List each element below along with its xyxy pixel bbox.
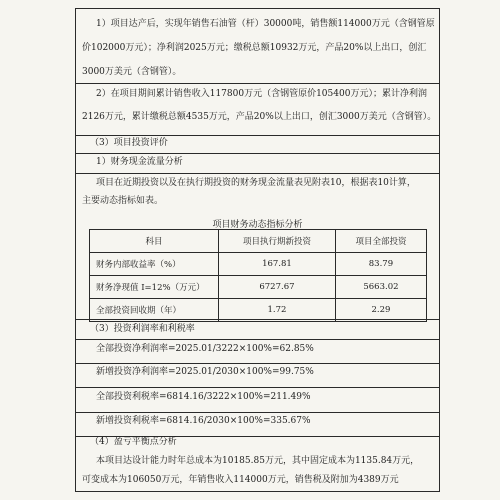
all-investment-tax-rate: 全部投资利税率=6814.16/3222×100%=211.49% [96, 392, 311, 402]
item1-line1: 1）项目达产后，实现年销售石油管（杆）30000吨，销售额114000万元（含钢管原 [96, 19, 435, 29]
row-value-new: 6727.67 [219, 276, 336, 299]
desc-line1: 项目在近期投资以及在执行期投资的财务现金流量表见附表10，根据表10计算， [96, 178, 416, 188]
row-label: 财务内部收益率（%） [90, 253, 219, 276]
rule-9 [76, 412, 439, 413]
breakeven-heading: （4）盈亏平衡点分析 [90, 437, 177, 447]
desc-line2: 主要动态指标如表。 [82, 196, 164, 206]
header-total-investment: 项目全部投资 [335, 230, 426, 253]
new-investment-profit-rate: 新增投资净利润率=2025.01/2030×100%=99.75% [96, 367, 314, 377]
rule-2 [76, 135, 439, 136]
table-row [90, 276, 427, 299]
subsection-heading-1: 1）财务现金流量分析 [96, 157, 183, 167]
section-heading-3: （3）项目投资评价 [90, 138, 168, 148]
rule-6 [76, 339, 439, 340]
row-value-total: 2.29 [335, 299, 426, 322]
breakeven-line2: 可变成本为106050万元，年销售收入114000万元，销售税及附加为4389万元 [82, 475, 399, 485]
financial-metrics-table [89, 229, 427, 322]
row-value-total: 5663.02 [335, 276, 426, 299]
row-value-new: 167.81 [219, 253, 336, 276]
row-label: 财务净现值 I=12%（万元） [90, 276, 219, 299]
table-caption: 项目财务动态指标分析 [212, 220, 303, 230]
rule-8 [76, 387, 439, 388]
rule-3 [76, 153, 439, 154]
table-row [90, 299, 427, 322]
breakeven-line1: 本项目达设计能力时年总成本为10185.85万元，其中固定成本为1135.84万元， [96, 456, 420, 466]
header-new-investment: 项目执行期新投资 [219, 230, 336, 253]
item2-line1: 2）在项目期间累计销售收入117800万元（含钢管原价105400万元）；累计净利润 [96, 89, 427, 99]
item1-line2: 价102000万元）；净利润2025万元；缴税总额10932万元，产品20%以上出口，创汇 [82, 43, 427, 53]
item1-line3: 3000万美元（含钢管）。 [82, 67, 182, 77]
ratios-heading: （3）投资利润率和利税率 [90, 324, 195, 334]
row-value-total: 83.79 [335, 253, 426, 276]
rule-7 [76, 363, 439, 364]
item2-line2: 2126万元，累计缴税总额4535万元，产品20%以上出口，创汇3000万美元（含钢管）。 [82, 112, 437, 122]
header-subject: 科目 [90, 230, 219, 253]
row-label: 全部投资回收期（年） [90, 299, 219, 322]
rule-4 [76, 173, 439, 174]
table-header-row [90, 230, 427, 253]
new-investment-tax-rate: 新增投资利税率=6814.16/2030×100%=335.67% [96, 416, 311, 426]
table-row [90, 253, 427, 276]
all-investment-profit-rate: 全部投资净利润率=2025.01/3222×100%=62.85% [96, 344, 314, 354]
row-value-new: 1.72 [219, 299, 336, 322]
rule-1 [76, 83, 439, 84]
